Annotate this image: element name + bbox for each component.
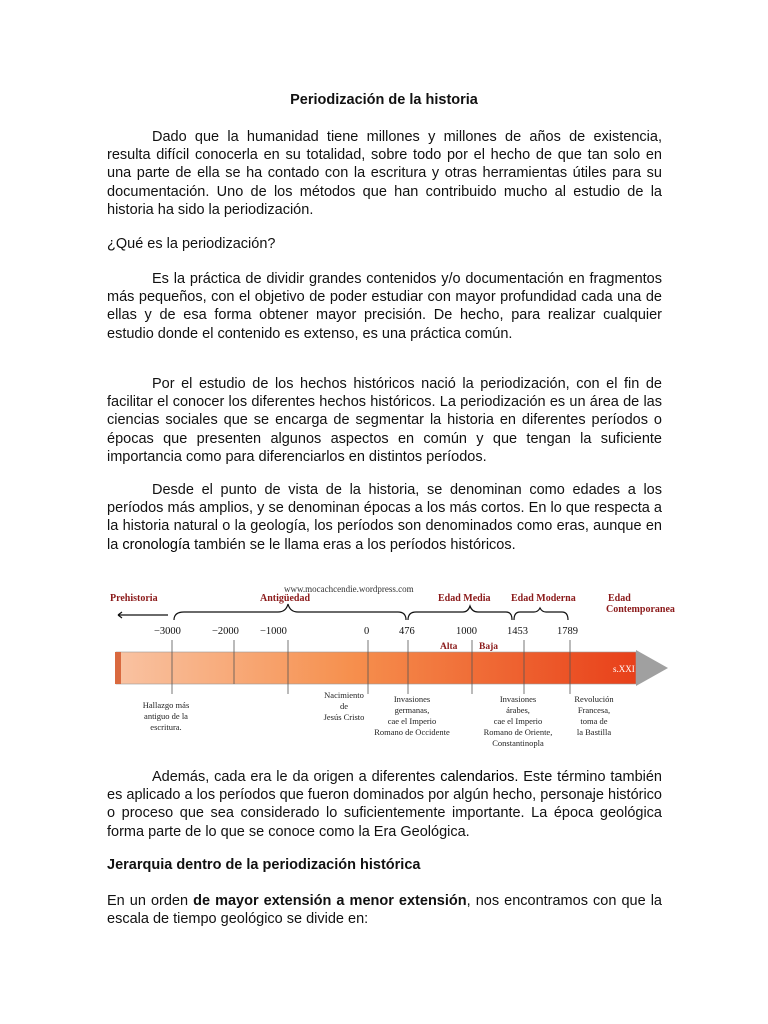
paragraph-hierarchy-bold: de mayor extensión a menor extensión (193, 893, 467, 909)
year-label: −2000 (212, 626, 239, 637)
event-note-line: la Bastilla (576, 727, 612, 737)
cronologia-link[interactable]: cronología (122, 536, 191, 553)
year-label: −3000 (154, 626, 181, 637)
page-title: Periodización de la historia (290, 92, 478, 108)
event-notes (143, 690, 615, 748)
paragraph-ages-text-a: Desde el punto de vista de la historia, se denominan como edades a los períodos más amplios, y se denominan épocas a los más cortos. En lo que respecta a la historia natural o la geología, los períodos son denominados como eras, aunque en la (107, 482, 662, 553)
year-label: 476 (399, 626, 415, 637)
subperiod-baja: Baja (479, 642, 498, 652)
question-heading: ¿Qué es la periodización? (107, 236, 276, 252)
year-label: 1000 (456, 626, 477, 637)
bar-end-label: s.XXI (613, 664, 635, 674)
event-note-line: Hallazgo más (142, 700, 190, 710)
paragraph-hierarchy-text-a: En un orden (107, 893, 194, 909)
event-note-line: Romano de Occidente (374, 727, 450, 737)
event-note-line: Revolución (574, 694, 614, 704)
event-note-line: Nacimiento (324, 690, 364, 700)
period-edad-moderna: Edad Moderna (511, 593, 576, 604)
event-note-line: cae el Imperio (493, 716, 543, 726)
paragraph-calendars-text-b: Este término también es aplicado a los períodos que fueron dominados por algún hecho, personaje histórico o proceso que sea considerado lo suficientemente importante. La época geológica forma parte de lo que se conoce como la Era Geológica. (107, 769, 662, 840)
event-note-line: Constantinopla (492, 738, 544, 748)
paragraph-calendars-text-a: Además, cada era le da origen a diferentes (152, 769, 441, 785)
event-note-line: Invasiones (393, 694, 431, 704)
period-edad-media: Edad Media (438, 593, 491, 604)
event-note-line: germanas, (394, 705, 430, 715)
timeline-bar-cap (115, 652, 121, 684)
timeline-arrowhead (636, 650, 668, 686)
event-note-line: toma de (580, 716, 608, 726)
period-edad-contemporanea-line1: Edad (608, 593, 631, 604)
paragraph-origin: Por el estudio de los hechos históricos nació la periodización, con el fin de facilitar el conocer los diferentes hechos históricos. La periodización es un área de las ciencias sociales que se encarga de segmentar la historia en diferentes períodos o épocas que presenten algunos aspectos en común y que tengan la suficiente importancia como para diferenciarlos en distintos períodos. (107, 376, 662, 465)
event-note-line: escritura. (150, 722, 182, 732)
history-timeline-figure (108, 582, 675, 752)
event-note-line: árabes, (506, 705, 530, 715)
calendarios-link[interactable]: calendarios. (440, 769, 519, 785)
paragraph-intro: Dado que la humanidad tiene millones y millones de años de existencia, resulta difícil conocerla en su totalidad, sobre todo por el hecho de que tan solo en una parte de ella se ha contado con la escritura y otras herramientas útiles para su documentación. Uno de los métodos que han contribuido mucho al estudio de la historia ha sido la periodización. (107, 129, 662, 218)
event-note-line: antiguo de la (144, 711, 188, 721)
event-note-line: de (339, 701, 349, 711)
paragraph-hierarchy-text-b: , nos encontramos con que la escala de tiempo geológico se divide en: (107, 893, 662, 928)
timeline-svg (108, 582, 675, 752)
subperiod-alta: Alta (440, 642, 458, 652)
period-antiguedad: Antigüedad (260, 593, 311, 604)
event-note-line: Francesa, (577, 705, 611, 715)
event-note-line: Invasiones (499, 694, 537, 704)
event-note-line: Jesús Cristo (323, 712, 365, 722)
paragraph-ages-text-b: también se le llama eras a los períodos históricos. (190, 536, 516, 553)
event-note-line: Romano de Oriente, (483, 727, 553, 737)
section-heading-jerarquia: Jerarquia dentro de la periodización histórica (107, 857, 421, 873)
period-edad-contemporanea-line2: Contemporanea (606, 604, 675, 615)
year-label: 0 (364, 626, 370, 637)
paragraph-hierarchy (107, 892, 662, 928)
timeline-bar (116, 652, 636, 684)
year-labels (154, 626, 578, 637)
period-brackets (118, 604, 568, 620)
period-prehistoria: Prehistoria (110, 593, 158, 604)
paragraph-calendars (107, 768, 662, 841)
year-label: 1453 (507, 626, 528, 637)
event-note-line: cae el Imperio (387, 716, 437, 726)
paragraph-definition: Es la práctica de dividir grandes contenidos y/o documentación en fragmentos más pequeños, con el objetivo de poder estudiar con mayor profundidad cada una de ellas y de esa forma obtener mayor precisión. De hecho, para realizar cualquier estudio donde el contenido es extenso, es una práctica común. (107, 271, 662, 342)
year-label: 1789 (557, 626, 578, 637)
watermark-text: www.mocachcendie.wordpress.com (284, 584, 414, 594)
year-label: −1000 (260, 626, 287, 637)
paragraph-ages (107, 481, 662, 554)
